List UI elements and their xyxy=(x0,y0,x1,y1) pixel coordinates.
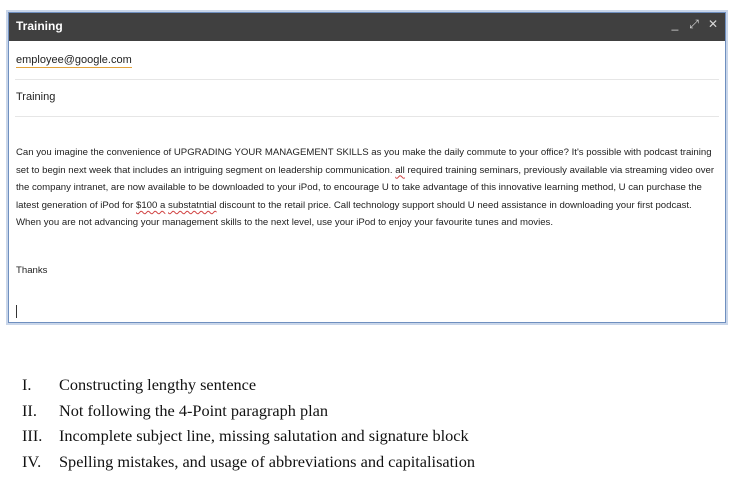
compose-title: Training xyxy=(16,19,63,33)
body-text-4: discount to the retail price. Call technology support should U need assistance in downloading your first podcast. When you are not advancing your management skills to the next level, use your iPod to enjoy your favourite tunes and movies. xyxy=(16,199,692,229)
closing-text: Thanks xyxy=(16,265,48,276)
list-item-text: Constructing lengthy sentence xyxy=(59,375,257,394)
body-text-2: required training seminars, previously available via streaming video over the company intranet, are now available to be downloaded to your iPod, to encourage U to take advantage of this innovative learning method, U can purchase the latest generation of iPod for xyxy=(16,164,715,211)
subject-field[interactable] xyxy=(15,86,719,117)
to-recipient[interactable]: employee@google.com xyxy=(16,54,132,66)
issues-list xyxy=(22,372,475,474)
compose-titlebar[interactable] xyxy=(9,13,725,41)
pop-out-icon[interactable]: ⤢ xyxy=(689,17,699,31)
list-item xyxy=(22,372,475,398)
text-caret xyxy=(16,305,17,318)
list-item xyxy=(22,449,475,475)
minimize-icon[interactable]: _ xyxy=(671,17,679,31)
spelling-flag-price[interactable]: $100 a xyxy=(136,199,166,211)
list-item-number: II. xyxy=(22,400,37,420)
list-item-text: Spelling mistakes, and usage of abbreviations and capitalisation xyxy=(59,451,475,471)
message-body[interactable] xyxy=(16,144,716,232)
close-icon[interactable]: ✕ xyxy=(708,17,719,31)
list-item-text: Incomplete subject line, missing salutation and signature block xyxy=(59,426,469,445)
compose-window xyxy=(8,12,726,323)
spelling-flag-substantial[interactable]: substatntial xyxy=(168,199,217,211)
list-item xyxy=(22,423,475,449)
list-item-number: I. xyxy=(22,375,32,394)
window-controls xyxy=(670,17,718,32)
list-item xyxy=(22,398,475,424)
to-field[interactable] xyxy=(15,49,719,80)
body-text-1: Can you imagine the convenience of UPGRADING YOUR MANAGEMENT SKILLS as you make the daily commute to your office? It's possible with podcast training set to begin next week that includes an intriguing segment on leadership communication. xyxy=(16,147,712,176)
subject-value[interactable]: Training xyxy=(16,91,56,103)
spelling-flag-all[interactable]: all xyxy=(395,164,405,176)
list-item-text: Not following the 4-Point paragraph plan xyxy=(59,400,329,420)
list-item-number: III. xyxy=(22,426,43,445)
list-item-number: IV. xyxy=(22,451,42,471)
